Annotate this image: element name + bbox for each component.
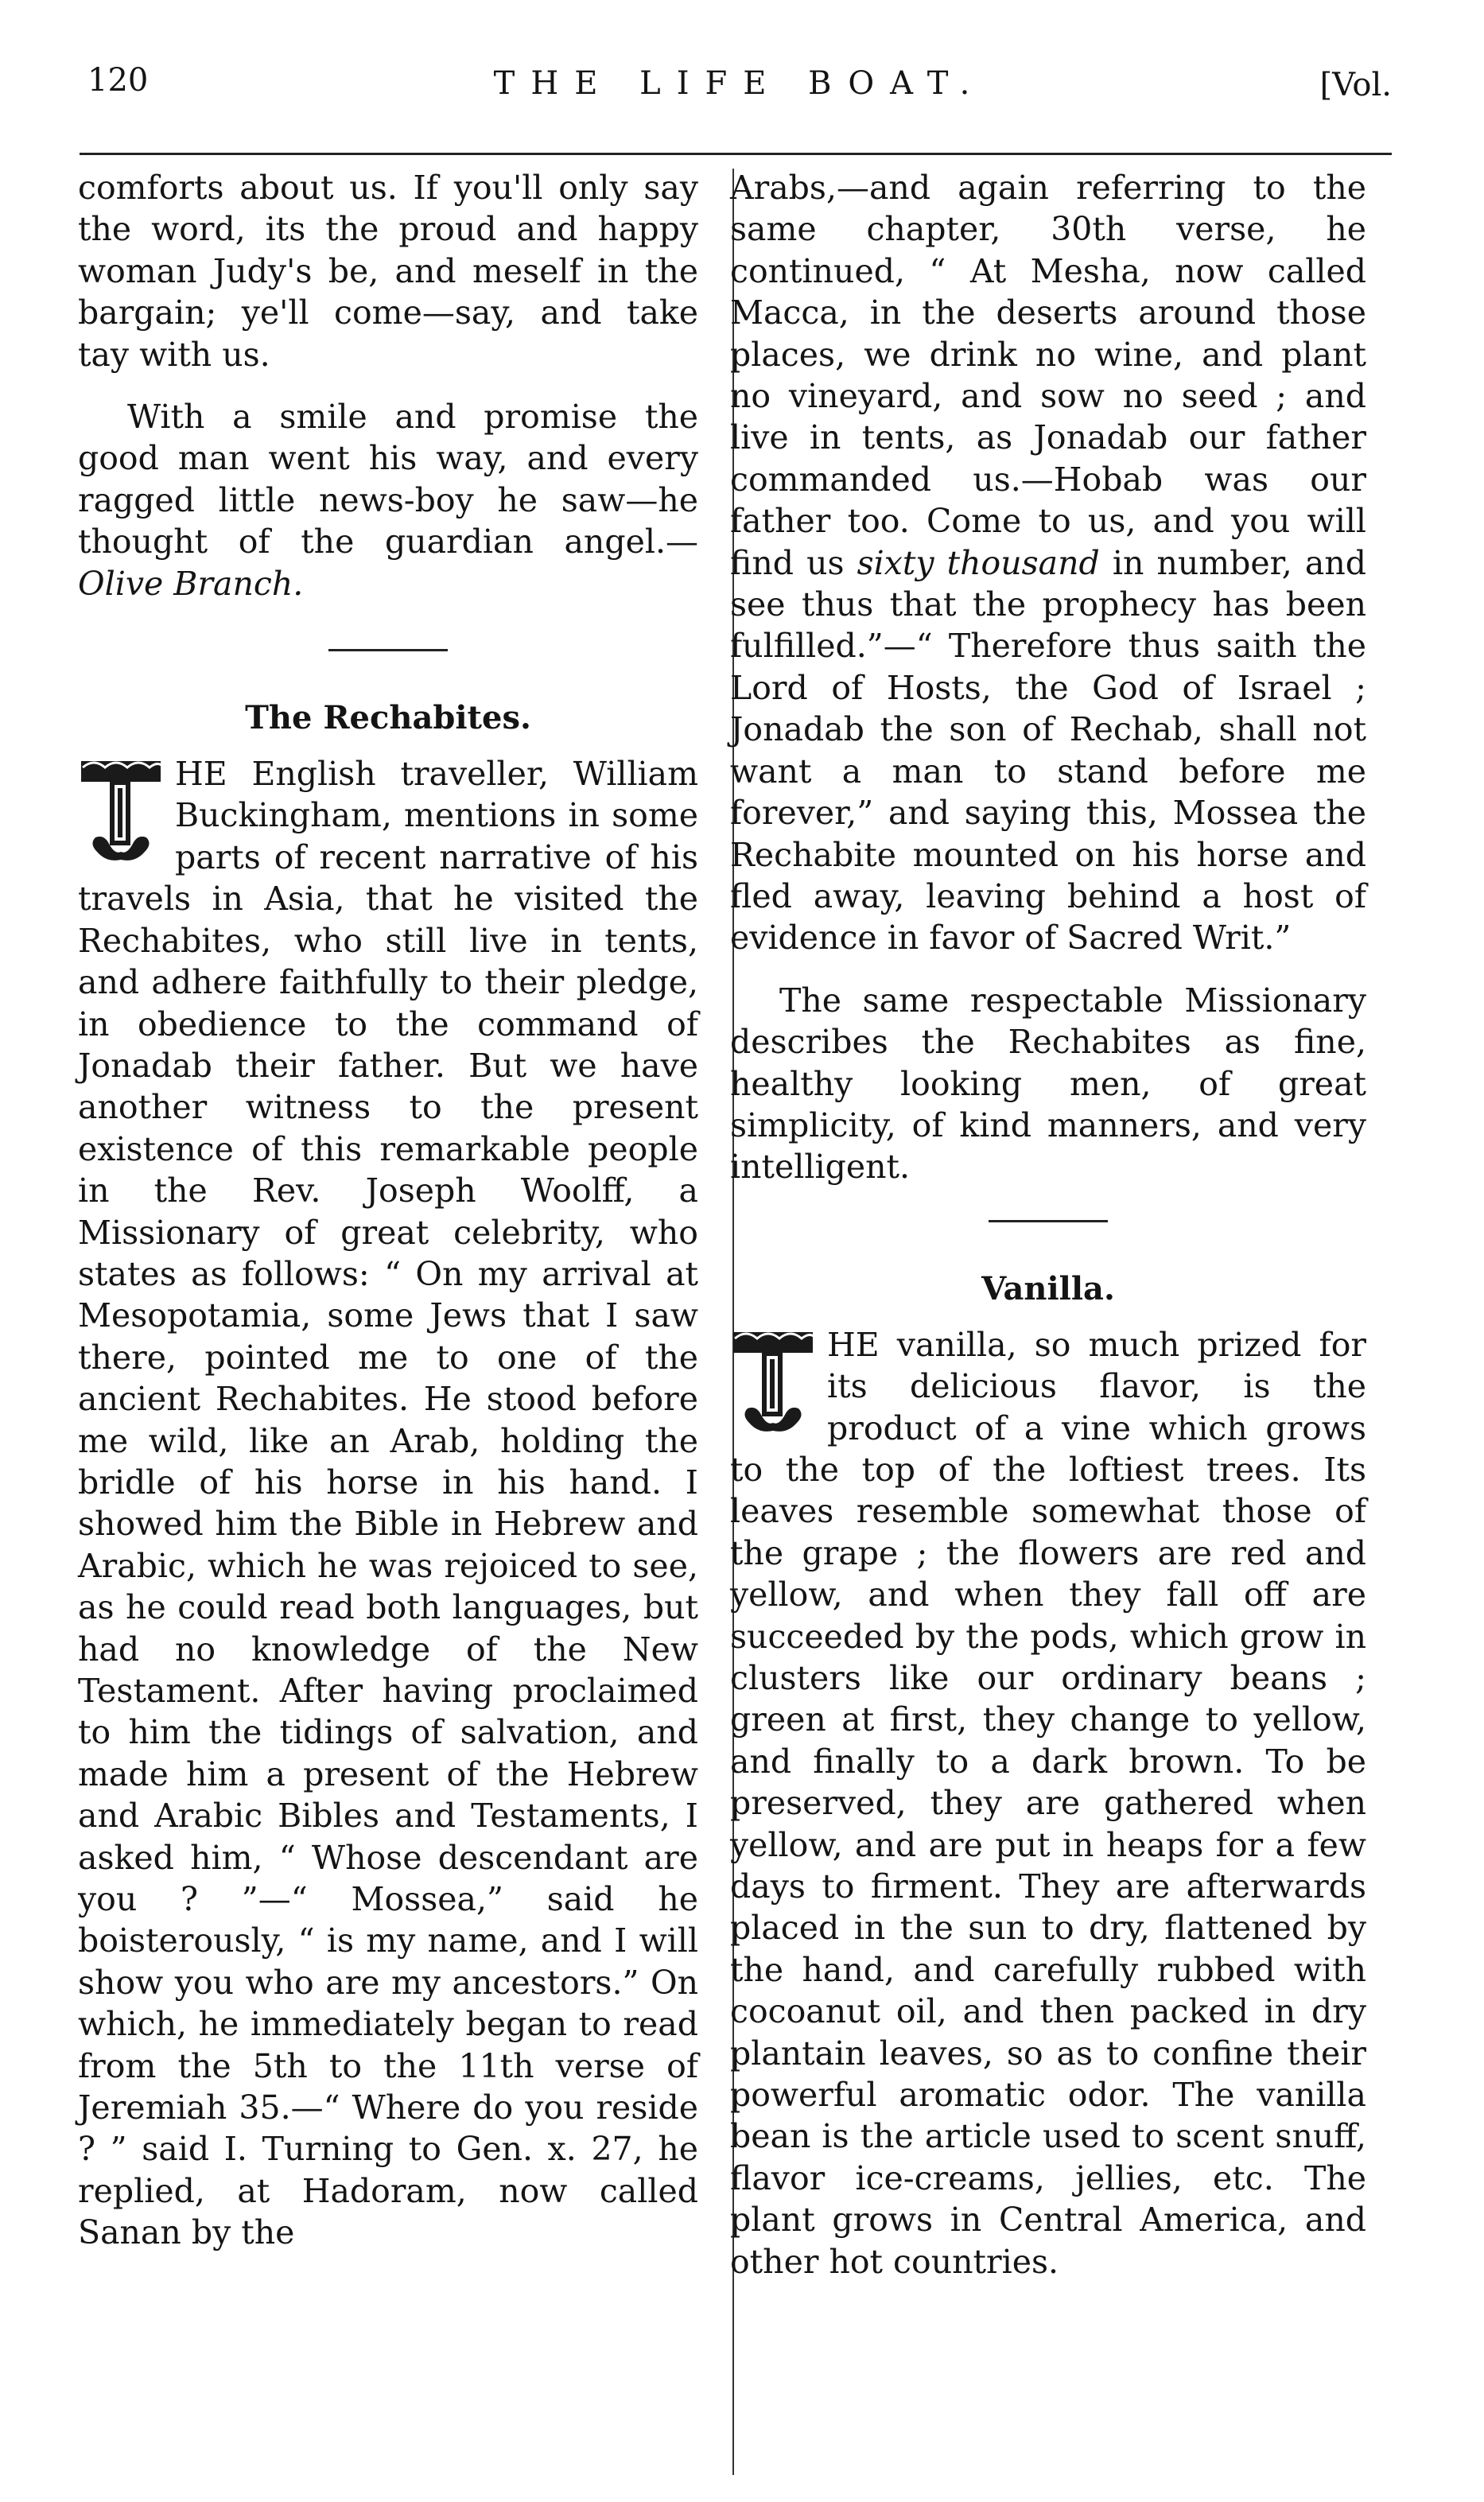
- vanilla-body: HE vanilla, so much prized for its delicious flavor, is the product of a vine which grows to the top of the loftiest trees. Its leaves resemble somewhat those of the grape ; the flowers are red and yellow, and when they fall off are succeeded by the pods, which grow in clusters like our ordinary beans ; green at first, they change to yellow, and finally to a dark brown. To be preserved, they are gathered when yellow, and are put in heaps for a few days to firment. They are afterwards placed in the sun to dry, flattened by the hand, and carefully rubbed with cocoanut oil, and then packed in dry plantain leaves, so as to confine their powerful aromatic odor. The vanilla bean is the article used to scent snuff, flavor ice-creams, jellies, etc. The plant grows in Central America, and other hot countries.: [730, 1325, 1366, 2281]
- story-closing-text: With a smile and promise the good man went his way, and every ragged little news-boy he saw—he thought of the guardian angel.—: [78, 398, 698, 561]
- ornamental-dropcap-icon: [78, 758, 164, 877]
- story-ending-paragraph: comforts about us. If you'll only say the word, its the proud and happy woman Judy's be, and meself in the bargain; ye'll come—say, and take tay with us.: [78, 169, 698, 374]
- section-separator: [328, 649, 448, 651]
- section-separator-right: [989, 1220, 1108, 1222]
- vanilla-heading: Vanilla.: [981, 1269, 1115, 1307]
- rechabites-continued-text-b: in number, and see thus that the prophecy has been fulfilled.”—“ Therefore thus saith the Lord of Hosts, the God of Israel ; Jonadab the son of Rechab, shall not want a man to stand before me forever,” and saying this, Mossea the Rechabite mounted on his horse and fled away, leaving behind a host of evidence in favor of Sacred Writ.”: [730, 543, 1366, 958]
- story-closing-paragraph: [78, 396, 698, 604]
- page-number: 120: [87, 62, 149, 99]
- running-title: THE LIFE BOAT.: [493, 65, 986, 102]
- rechabites-article: [78, 753, 698, 2254]
- volume-label: [Vol.: [1319, 67, 1392, 103]
- rechabites-emphasis: sixty thousand: [857, 543, 1100, 582]
- rechabites-description: The same respectable Missionary describes the Rechabites as fine, healthy looking men, of great simplicity, of kind manners, and very intelligent.: [730, 981, 1366, 1187]
- rechabites-body: HE English traveller, William Buckingham, mentions in some parts of recent narrative of his travels in Asia, that he visited the Rechabites, who still live in tents, and adhere faithfully to their pledge, in obedience to the command of Jonadab their father. But we have another witness to the present existence of this remarkable people in the Rev. Joseph Woolff, a Missionary of great celebrity, who states as follows: “ On my arrival at Mesopotamia, some Jews that I saw there, pointed me to one of the ancient Rechabites. He stood before me wild, like an Arab, holding the bridle of his horse in his hand. I showed him the Bible in Hebrew and Arabic, which he was rejoiced to see, as he could read both languages, but had no knowledge of the New Testament. After having proclaimed to him the tidings of salvation, and made him a present of the Hebrew and Arabic Bibles and Testaments, I asked him, “ Whose descendant are you ? ”—“ Mossea,” said he boisterously, “ is my name, and I will show you who are my ancestors.” On which, he immediately began to read from the 5th to the 11th verse of Jeremiah 35.—“ Where do you reside ? ” said I. Turning to Gen. x. 27, he replied, at Hadoram, now called Sanan by the: [78, 755, 698, 2252]
- rechabites-continued: [730, 167, 1366, 959]
- rechabites-continued-text-a: Arabs,—and again referring to the same chapter, 30th verse, he continued, “ At Mesha, now called Macca, in the deserts around those places, we drink no wine, and plant no vineyard, and sow no seed ; and live in tents, as Jonadab our father commanded us.—Hobab was our father too. Come to us, and you will find us: [730, 169, 1366, 582]
- right-column: [730, 167, 1366, 2282]
- left-column: [78, 167, 698, 2254]
- rechabites-heading: The Rechabites.: [245, 699, 531, 737]
- story-source: Olive Branch.: [78, 564, 304, 603]
- page-header: [87, 62, 1392, 126]
- header-rule: [80, 153, 1392, 155]
- ornamental-dropcap-icon: [730, 1329, 816, 1448]
- vanilla-article: [730, 1324, 1366, 2282]
